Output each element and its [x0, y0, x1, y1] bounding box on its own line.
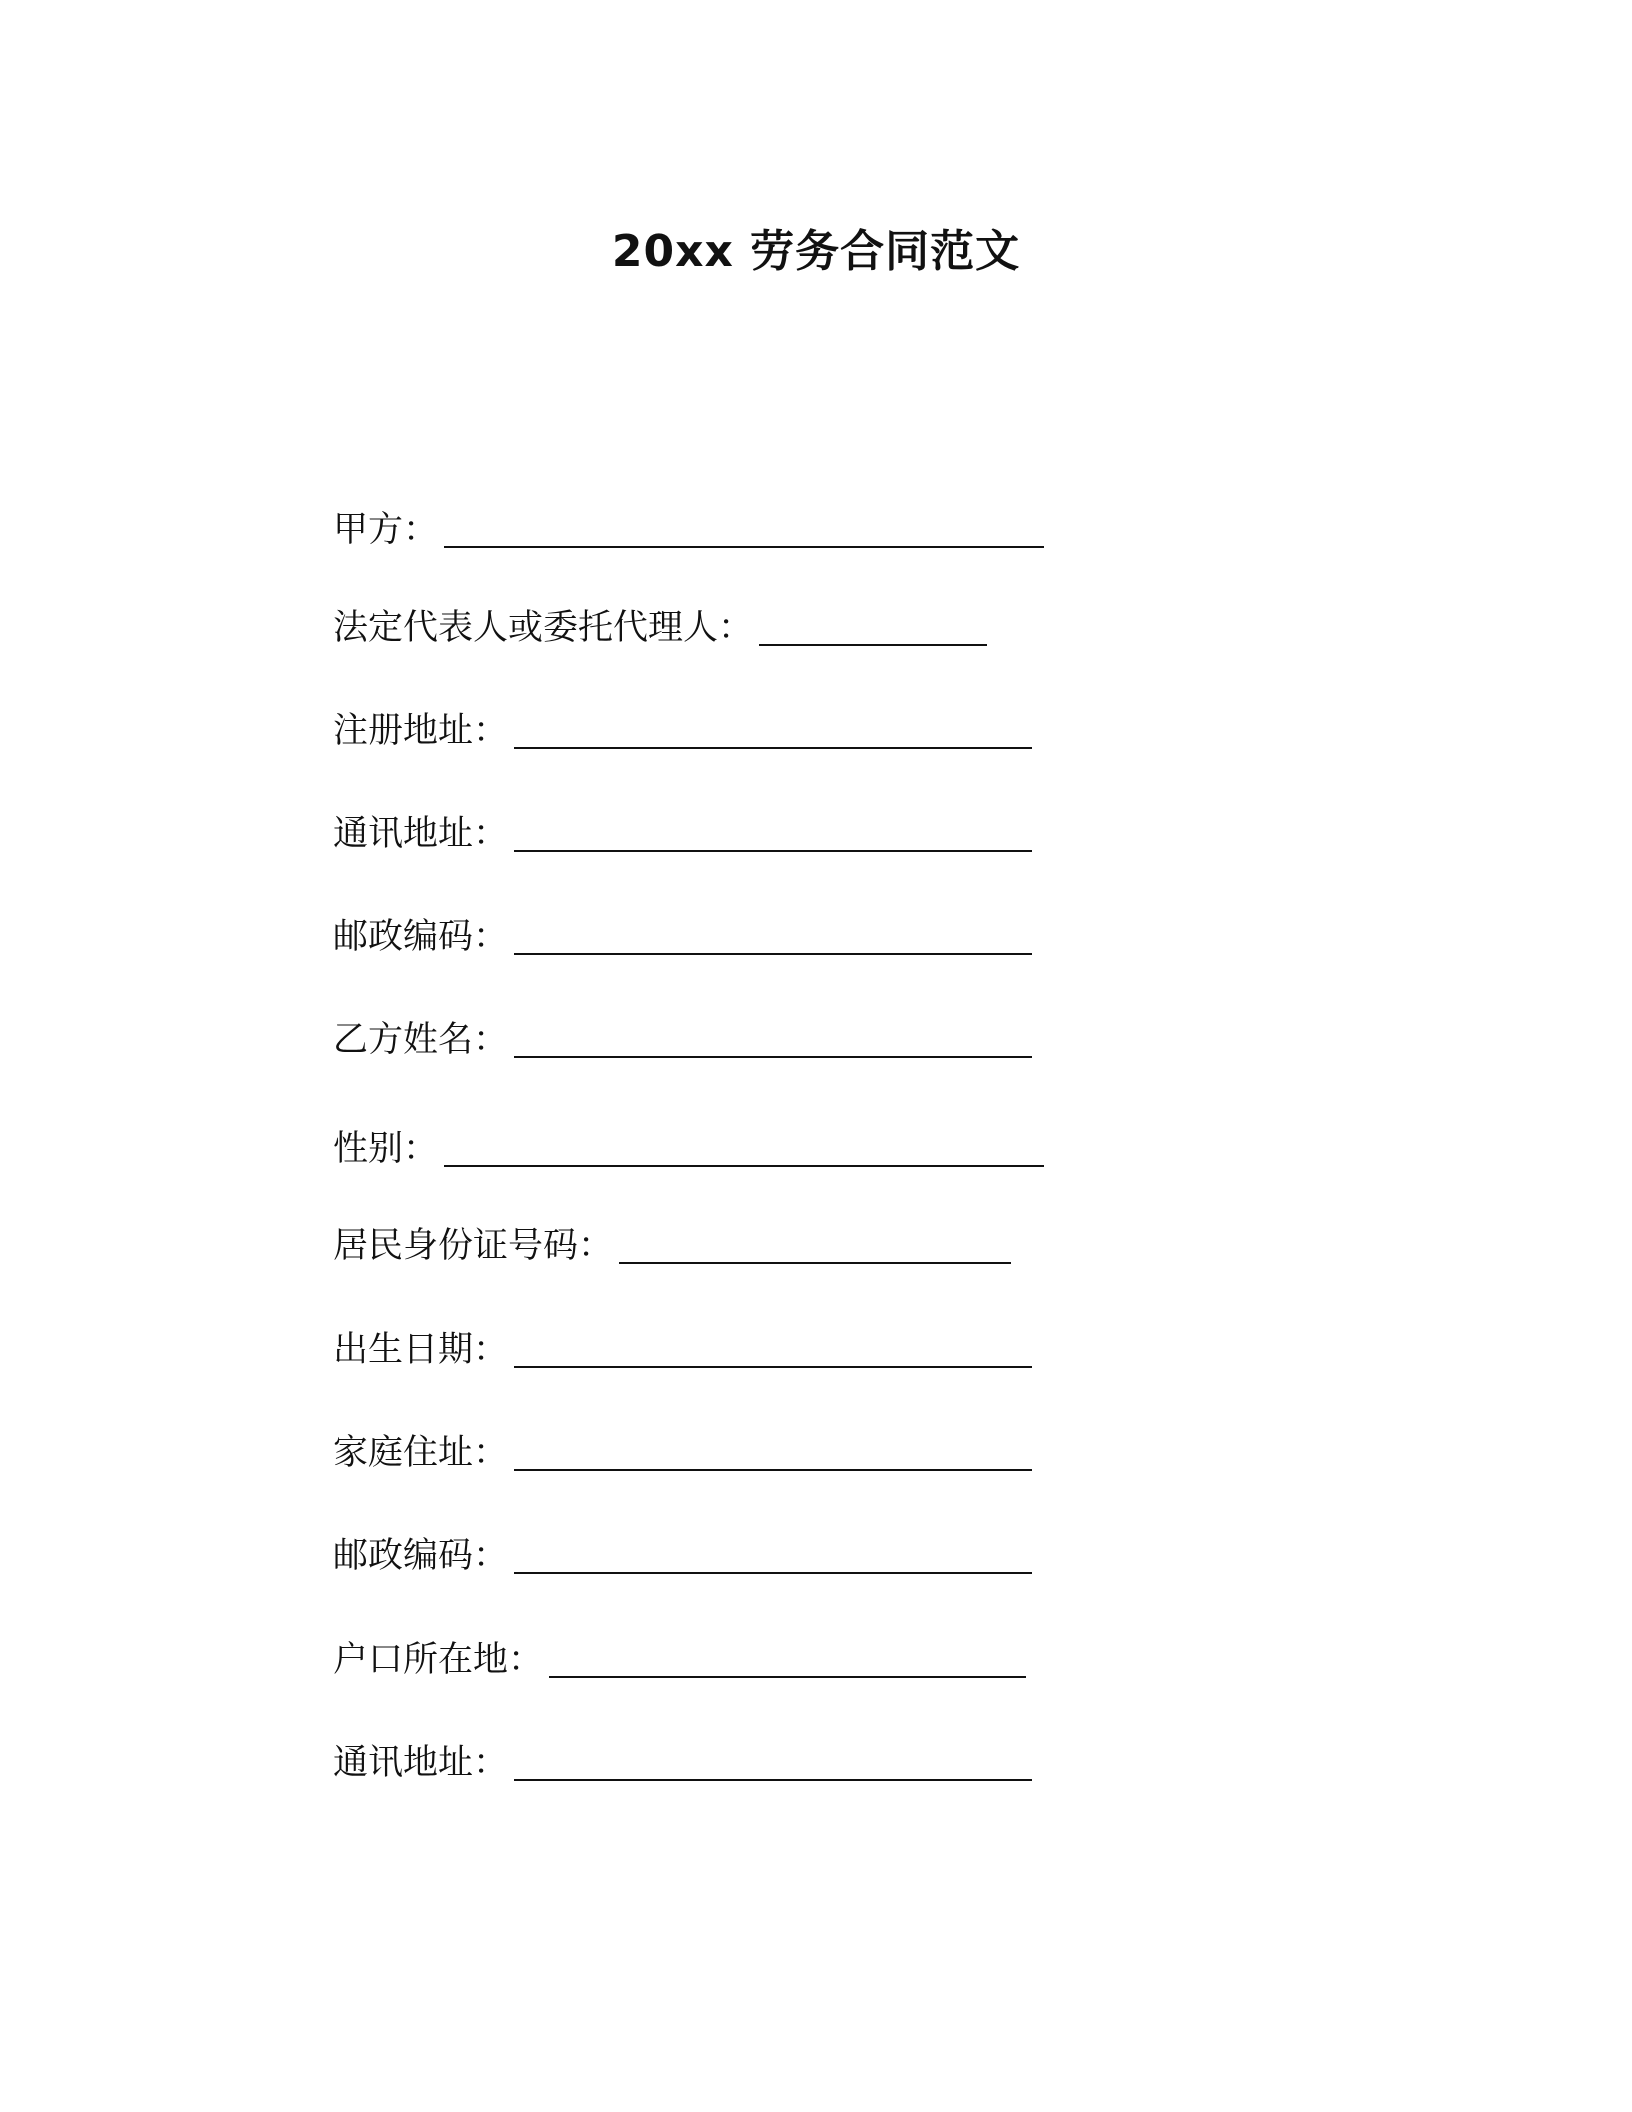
field-label: 注册地址： [333, 711, 509, 751]
field-label: 家庭住址： [333, 1433, 509, 1473]
blank-line[interactable] [444, 546, 1044, 548]
field-label: 法定代表人或委托代理人： [333, 608, 754, 648]
field-label: 甲方： [333, 510, 439, 550]
field-party-a [333, 496, 1044, 552]
field-household-registration [333, 1626, 1026, 1682]
field-id-number [333, 1212, 1011, 1268]
field-home-address [333, 1419, 1032, 1475]
field-registered-address [333, 697, 1032, 753]
field-label: 邮政编码： [333, 1536, 509, 1576]
field-label: 通讯地址： [333, 1743, 509, 1783]
field-legal-representative [333, 594, 987, 650]
field-label: 居民身份证号码： [333, 1226, 614, 1266]
blank-line[interactable] [514, 1056, 1032, 1058]
blank-line[interactable] [444, 1165, 1044, 1167]
field-gender [333, 1115, 1044, 1171]
blank-line[interactable] [759, 644, 987, 646]
field-party-b-name [333, 1006, 1032, 1062]
field-label: 户口所在地： [333, 1640, 544, 1680]
field-mailing-address-b [333, 1729, 1032, 1785]
blank-line[interactable] [549, 1676, 1026, 1678]
field-postal-code-b [333, 1522, 1032, 1578]
blank-line[interactable] [514, 1366, 1032, 1368]
blank-line[interactable] [514, 1572, 1032, 1574]
blank-line[interactable] [514, 850, 1032, 852]
blank-line[interactable] [514, 747, 1032, 749]
field-mailing-address-a [333, 800, 1032, 856]
field-birth-date [333, 1316, 1032, 1372]
blank-line[interactable] [619, 1262, 1011, 1264]
field-label: 性别： [333, 1129, 439, 1169]
document-title: 20xx 劳务合同范文 [611, 226, 1021, 277]
field-postal-code-a [333, 903, 1032, 959]
blank-line[interactable] [514, 953, 1032, 955]
field-label: 邮政编码： [333, 917, 509, 957]
blank-line[interactable] [514, 1469, 1032, 1471]
blank-line[interactable] [514, 1779, 1032, 1781]
field-label: 通讯地址： [333, 814, 509, 854]
field-label: 出生日期： [333, 1330, 509, 1370]
field-label: 乙方姓名： [333, 1020, 509, 1060]
